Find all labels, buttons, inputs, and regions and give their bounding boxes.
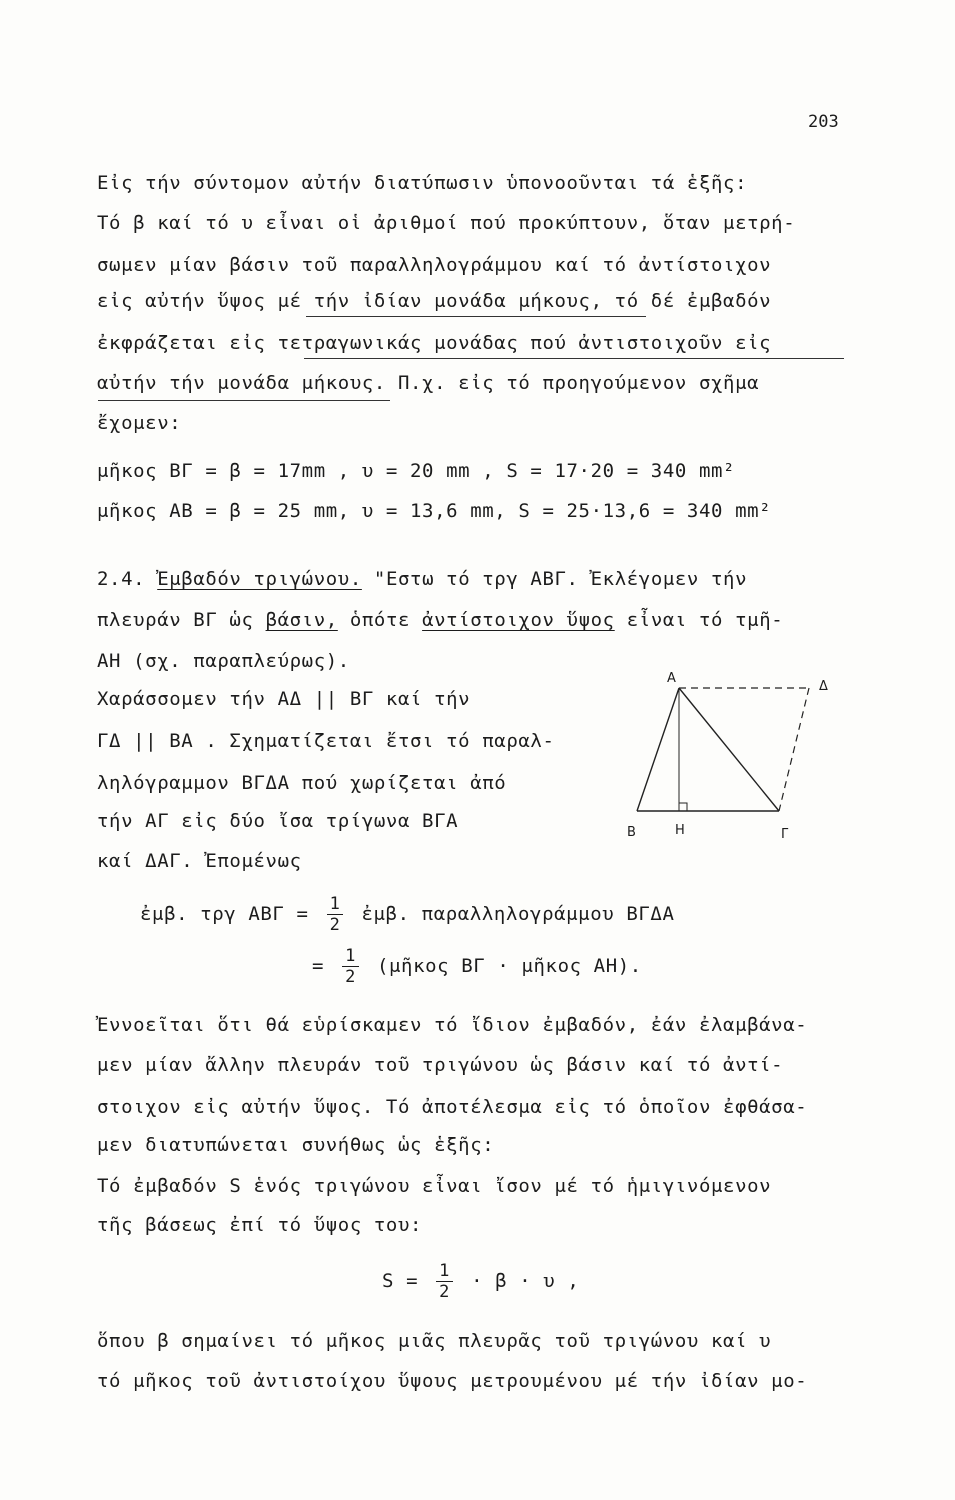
- underline-mark: [98, 400, 390, 401]
- ag-side: [679, 688, 779, 811]
- example-line: μῆκος ΑΒ = β = 25 mm, υ = 13,6 mm, S = 25·13,6 = 340 mm²: [97, 500, 772, 522]
- text-line: τῆς βάσεως ἐπί τό ὕψος του:: [97, 1214, 423, 1236]
- section-number: 2.4.: [97, 568, 146, 590]
- text-line: σωμεν μίαν βάσιν τοῦ παραλληλογράμμου καί τό ἀντίστοιχον: [97, 254, 772, 276]
- label-a: Α: [667, 671, 676, 686]
- formula-line: [312, 945, 642, 987]
- fraction-denominator: 2: [439, 1282, 451, 1302]
- formula-line: [140, 893, 675, 935]
- area-formula: [382, 1260, 579, 1302]
- text-line: ὅπου β σημαίνει τό μῆκος μιᾶς πλευρᾶς τοῦ τριγώνου καί υ: [97, 1330, 772, 1352]
- label-h: Η: [675, 823, 685, 838]
- fraction: [327, 894, 344, 935]
- text-line: Τό β καί τό υ εἶναι οἱ ἀριθμοί πού προκύπτουν, ὅταν μετρή-: [97, 212, 796, 234]
- text-line: καί ΔΑΓ. Ἐπομένως: [97, 850, 302, 872]
- page-number: 203: [808, 112, 839, 132]
- text-line: ἔχομεν:: [97, 412, 182, 434]
- text-line: Εἰς τήν σύντομον αὐτήν διατύπωσιν ὑπονοοῦνται τά ἑξῆς:: [97, 172, 748, 194]
- text-line: τό μῆκος τοῦ ἀντιστοίχου ὕψους μετρουμένου μέ τήν ἰδίαν μο-: [97, 1370, 808, 1392]
- label-d: Δ: [819, 679, 828, 694]
- text-line: ἐκφράζεται εἰς τετραγωνικάς μονάδας πού ἀντιστοιχοῦν εἰς: [97, 332, 772, 354]
- text-part: ὁπότε: [349, 609, 411, 631]
- text-line: ΑΗ (σχ. παραπλεύρως).: [97, 650, 350, 672]
- underline-mark: [304, 358, 844, 359]
- fraction-numerator: 1: [436, 1261, 453, 1282]
- fraction-denominator: 2: [345, 967, 356, 987]
- fraction-denominator: 2: [329, 915, 341, 935]
- text-line: τήν ΑΓ εἰς δύο ἴσα τρίγωνα ΒΓΑ: [97, 810, 459, 832]
- text-line: Τό ἐμβαδόν S ἑνός τριγώνου εἶναι ἴσον μέ τό ἡμιγινόμενον: [97, 1175, 772, 1197]
- formula-text: ἐμβ. παραλληλογράμμου ΒΓΔΑ: [361, 903, 675, 925]
- section-heading-line: [97, 566, 747, 592]
- text-line: ληλόγραμμον ΒΓΔΑ πού χωρίζεται ἀπό: [97, 772, 507, 794]
- text-line: [97, 607, 783, 633]
- formula-text: ἐμβ. τργ ΑΒΓ =: [140, 903, 309, 925]
- text-line: ΓΔ || ΒΑ . Σχηματίζεται ἔτσι τό παραλ-: [97, 730, 555, 752]
- text-line: Ἐννοεῖται ὅτι θά εὑρίσκαμεν τό ἴδιον ἐμβαδόν, ἐάν ἐλαμβάνα-: [97, 1014, 808, 1036]
- text-line: μεν μίαν ἄλλην πλευράν τοῦ τριγώνου ὡς βάσιν καί τό ἀντί-: [97, 1054, 784, 1076]
- text-line: στοιχον εἰς αὐτήν ὕψος. Τό ἀποτέλεσμα εἰς τό ὁποῖον ἐφθάσα-: [97, 1096, 808, 1118]
- text-line: μεν διατυπώνεται συνήθως ὡς ἑξῆς:: [97, 1134, 495, 1156]
- formula-text: =: [312, 955, 325, 977]
- fraction-numerator: 1: [342, 946, 359, 967]
- formula-text: · β · υ ,: [471, 1270, 580, 1292]
- underlined-text: ἀντίστοιχον ὕψος: [422, 609, 615, 631]
- fraction: [436, 1261, 453, 1302]
- text-line: εἰς αὐτήν ὕψος μέ τήν ἰδίαν μονάδα μήκους, τό δέ ἐμβαδόν: [97, 290, 772, 312]
- section-title: Ἐμβαδόν τριγώνου.: [157, 568, 362, 590]
- label-b: Β: [627, 825, 636, 840]
- underline-mark: [306, 316, 646, 317]
- section-text: "Εστω τό τργ ΑΒΓ. Ἐκλέγομεν τήν: [373, 568, 748, 590]
- text-line: Χαράσσομεν τήν ΑΔ || ΒΓ καί τήν: [97, 688, 471, 710]
- example-line: μῆκος ΒΓ = β = 17mm , υ = 20 mm , S = 17·20 = 340 mm²: [97, 460, 736, 482]
- text-part: πλευράν ΒΓ ὡς: [97, 609, 254, 631]
- formula-text: (μῆκος ΒΓ · μῆκος ΑΗ).: [376, 955, 642, 977]
- parallelogram-figure: [615, 668, 845, 848]
- label-g: Γ: [781, 827, 789, 842]
- fraction-numerator: 1: [327, 894, 344, 915]
- gd-dashed-side: [779, 688, 809, 811]
- formula-text: S =: [382, 1270, 419, 1292]
- text-line: αὐτήν τήν μονάδα μήκους. Π.χ. εἰς τό προηγούμενον σχῆμα: [97, 372, 760, 394]
- fraction: [342, 946, 359, 987]
- underlined-text: βάσιν,: [265, 609, 338, 631]
- ab-side: [637, 688, 679, 811]
- right-angle-mark: [679, 803, 687, 811]
- text-part: εἶναι τό τμῆ-: [626, 609, 784, 631]
